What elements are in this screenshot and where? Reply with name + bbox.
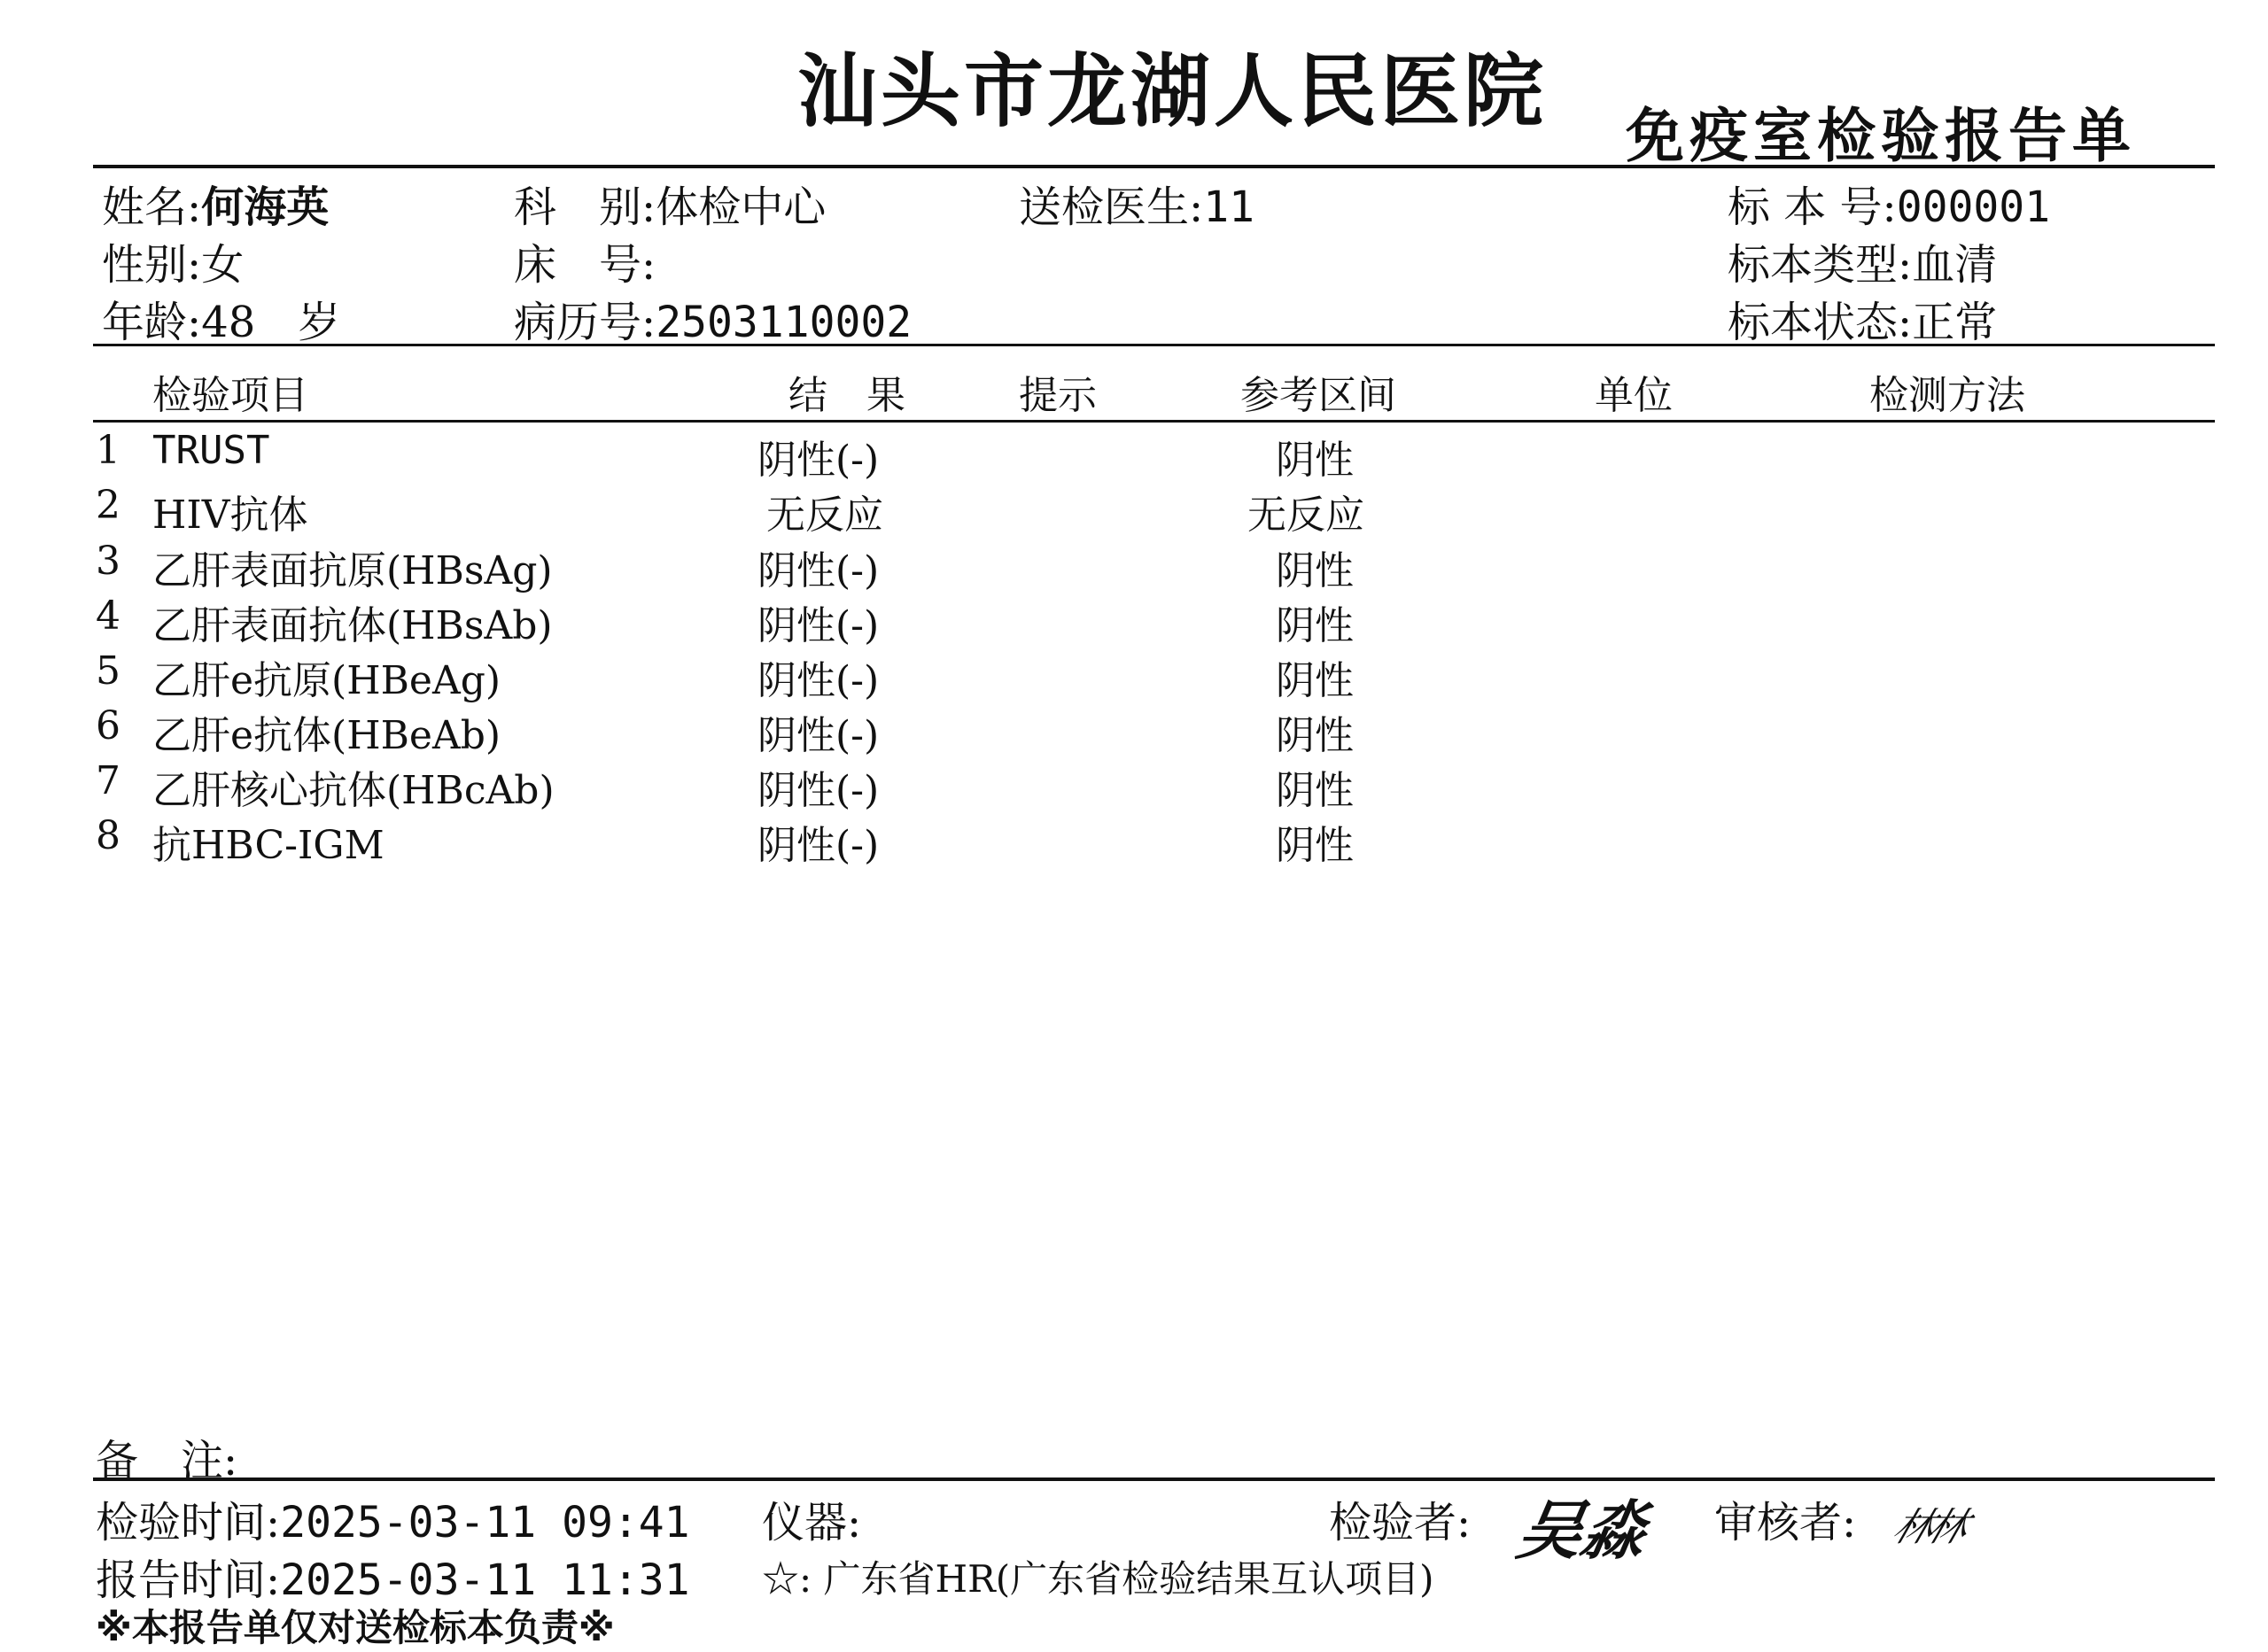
row-result: 阴性(-) (757, 658, 880, 703)
record-field (514, 288, 912, 349)
age-value: 48 岁 (201, 298, 341, 347)
table-header-divider (93, 420, 2215, 423)
row-item: 抗HBC-IGM (152, 823, 384, 868)
sample-state-value: 正常 (1912, 298, 1998, 347)
sample-state-label: 标本状态: (1728, 298, 1913, 347)
age-field (102, 288, 340, 349)
row-result: 阴性(-) (757, 768, 880, 813)
row-item: 乙肝e抗原(HBeAg) (152, 658, 501, 703)
row-range: 阴性 (1276, 658, 1354, 703)
row-number: 7 (96, 758, 120, 803)
name-label: 姓名: (102, 182, 202, 232)
info-divider (93, 344, 2215, 346)
name-field (102, 173, 329, 234)
sample-type-value: 血清 (1912, 240, 1998, 290)
row-range: 阴性 (1276, 768, 1354, 813)
dept-value: 体检中心 (656, 182, 827, 232)
mutual-recognition-note: ☆: 广东省HR(广东省检验结果互认项目) (762, 1557, 1434, 1601)
row-range: 阴性 (1276, 823, 1354, 868)
report-title: 免疫室检验报告单 (1626, 102, 2136, 170)
patient-name: 何海英 (201, 182, 330, 232)
report-time-value: 2025-03-11 11:31 (280, 1555, 690, 1605)
sample-no-value: 000001 (1896, 182, 2051, 232)
sample-type-label: 标本类型: (1728, 240, 1913, 290)
col-header-range: 参考区间 (1240, 373, 1396, 418)
remark-label: 备 注: (96, 1436, 238, 1485)
row-result: 阴性(-) (757, 548, 880, 593)
sex-label: 性别: (102, 240, 202, 290)
row-result: 阴性(-) (757, 713, 880, 758)
sample-state-field (1728, 288, 1997, 349)
row-item: 乙肝e抗体(HBeAb) (152, 713, 501, 758)
row-number: 8 (96, 813, 120, 858)
doctor-value: 11 (1203, 182, 1254, 232)
hospital-name: 汕头市龙湖人民医院 (797, 45, 1547, 138)
sample-no-label: 标 本 号: (1728, 182, 1897, 232)
doctor-label: 送检医生: (1019, 182, 1204, 232)
doctor-field (1019, 173, 1254, 234)
row-number: 2 (96, 483, 120, 528)
header-divider (93, 165, 2215, 168)
col-header-item: 检验项目 (152, 373, 308, 418)
test-time-value: 2025-03-11 09:41 (280, 1498, 690, 1547)
test-time-field (96, 1488, 690, 1549)
disclaimer: ※本报告单仅对送检标本负责※ (96, 1606, 615, 1649)
row-result: 阴性(-) (757, 603, 880, 648)
sex-value: 女 (201, 240, 245, 290)
report-time-label: 报告时间: (96, 1555, 281, 1605)
report-time-field (96, 1546, 690, 1607)
bed-field (514, 230, 656, 291)
row-result: 阴性(-) (757, 438, 880, 483)
row-result: 无反应 (766, 492, 883, 538)
record-label: 病历号: (514, 298, 656, 347)
row-number: 5 (96, 648, 120, 694)
row-item: 乙肝表面抗原(HBsAg) (152, 548, 553, 593)
col-header-unit: 单位 (1595, 373, 1673, 418)
sample-type-field (1728, 230, 1997, 291)
tester-signature: 吴淼 (1511, 1493, 1653, 1568)
row-number: 4 (96, 593, 120, 639)
row-item: HIV抗体 (152, 492, 308, 538)
reviewer-signature: 林林 (1887, 1505, 1969, 1550)
row-number: 6 (96, 703, 120, 748)
reviewer-label: 审核者: (1714, 1498, 1857, 1547)
tester-label: 检验者: (1329, 1498, 1472, 1547)
col-header-result: 结 果 (788, 373, 905, 418)
sex-field (102, 230, 244, 291)
row-item: 乙肝核心抗体(HBcAb) (152, 768, 555, 813)
row-number: 3 (96, 539, 120, 584)
footer-divider (93, 1477, 2215, 1481)
row-range: 阴性 (1276, 548, 1354, 593)
row-range: 阴性 (1276, 603, 1354, 648)
dept-field (514, 173, 826, 234)
col-header-hint: 提示 (1019, 373, 1097, 418)
row-result: 阴性(-) (757, 823, 880, 868)
test-time-label: 检验时间: (96, 1498, 281, 1547)
row-range: 无反应 (1247, 492, 1364, 538)
row-item: 乙肝表面抗体(HBsAb) (152, 603, 553, 648)
col-header-method: 检测方法 (1869, 373, 2025, 418)
dept-label: 科 别: (514, 182, 656, 232)
age-label: 年龄: (102, 298, 202, 347)
row-item: TRUST (152, 428, 270, 473)
row-number: 1 (96, 428, 120, 473)
instrument-label: 仪器: (762, 1498, 862, 1547)
record-value: 2503110002 (656, 298, 913, 347)
row-range: 阴性 (1276, 713, 1354, 758)
row-range: 阴性 (1276, 438, 1354, 483)
sample-no-field (1728, 173, 2050, 234)
bed-label: 床 号: (514, 240, 656, 290)
